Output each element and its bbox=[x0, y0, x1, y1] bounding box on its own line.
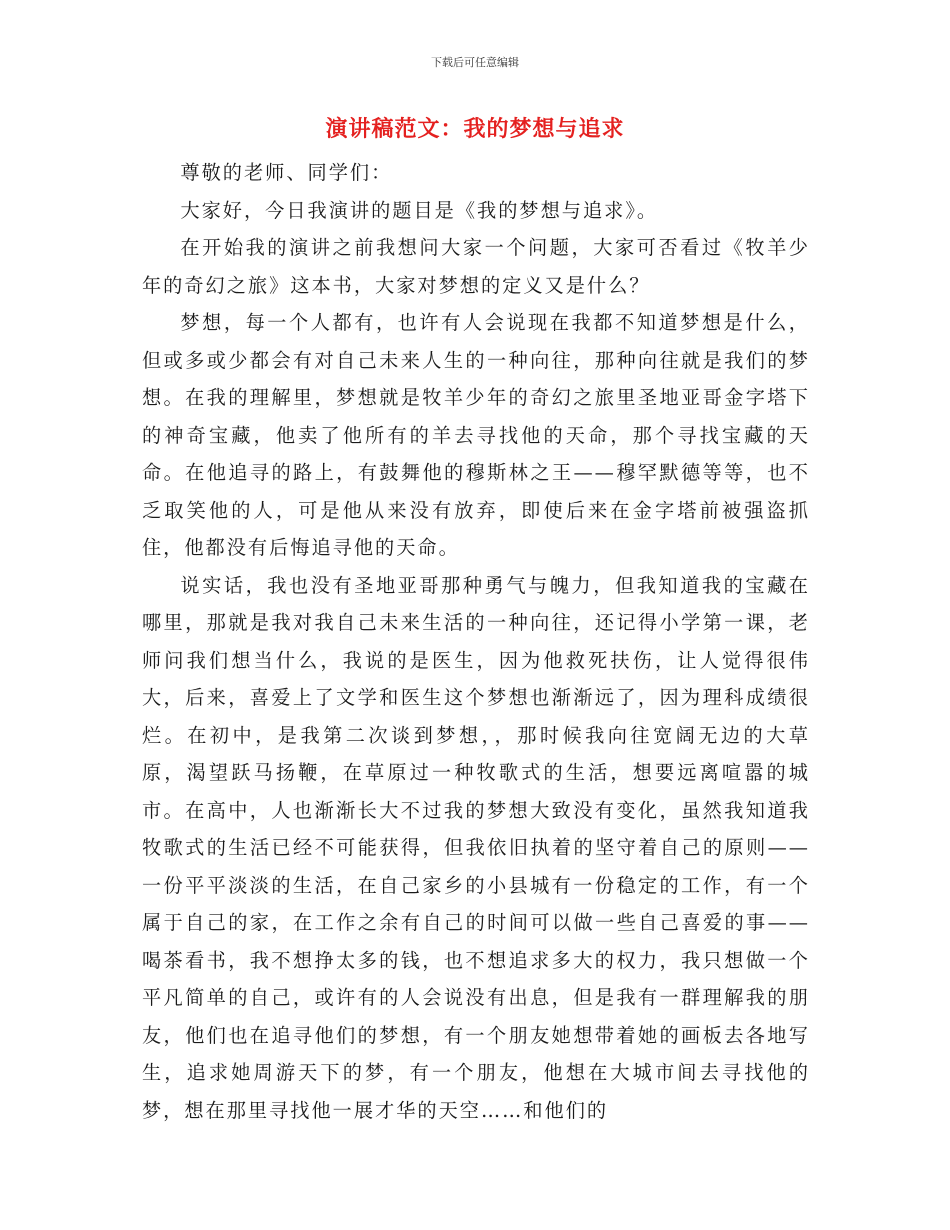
paragraph-greeting: 大家好，今日我演讲的题目是《我的梦想与追求》。 bbox=[180, 198, 659, 222]
document-title: 演讲稿范文：我的梦想与追求 bbox=[325, 116, 625, 142]
paragraph-question: 在开始我的演讲之前我想问大家一个问题，大家可否看过《牧羊少年的奇幻之旅》这本书，大家对梦想的定义又是什么？ bbox=[142, 236, 810, 297]
document-body bbox=[142, 154, 810, 1129]
paragraph-personal-dream: 说实话，我也没有圣地亚哥那种勇气与魄力，但我知道我的宝藏在哪里，那就是我对我自己未来生活的一种向往，还记得小学第一课，老师问我们想当什么，我说的是医生，因为他救死扶伤，让人觉得很伟大，后来，喜爱上了文学和医生这个梦想也渐渐远了，因为理科成绩很烂。在初中，是我第二次谈到梦想，，那时候我向往宽阔无边的大草原，渴望跃马扬鞭，在草原过一种牧歌式的生活，想要远离喧嚣的城市。在高中，人也渐渐长大不过我的梦想大致没有变化，虽然我知道我牧歌式的生活已经不可能获得，但我依旧执着的坚守着自己的原则——一份平平淡淡的生活，在自己家乡的小县城有一份稳定的工作，有一个属于自己的家，在工作之余有自己的时间可以做一些自己喜爱的事——喝茶看书，我不想挣太多的钱，也不想追求多大的权力，我只想做一个平凡简单的自己，或许有的人会说没有出息，但是我有一群理解我的朋友，他们也在追寻他们的梦想，有一个朋友她想带着她的画板去各地写生，追求她周游天下的梦，有一个朋友，他想在大城市间去寻找他的梦，想在那里寻找他一展才华的天空……和他们的 bbox=[142, 573, 810, 1122]
paragraph-dream-definition: 梦想，每一个人都有，也许有人会说现在我都不知道梦想是什么，但或多或少都会有对自己未来人生的一种向往，那种向往就是我们的梦想。在我的理解里，梦想就是牧羊少年的奇幻之旅里圣地亚哥金字塔下的神奇宝藏，他卖了他所有的羊去寻找他的天命，那个寻找宝藏的天命。在他追寻的路上，有鼓舞他的穆斯林之王——穆罕默德等等，也不乏取笑他的人，可是他从来没有放弃，即使后来在金字塔前被强盗抓住，他都没有后悔追寻他的天命。 bbox=[142, 311, 810, 559]
paragraph-salutation: 尊敬的老师、同学们： bbox=[180, 161, 393, 184]
page-header-note: 下载后可任意编辑 bbox=[431, 56, 519, 69]
